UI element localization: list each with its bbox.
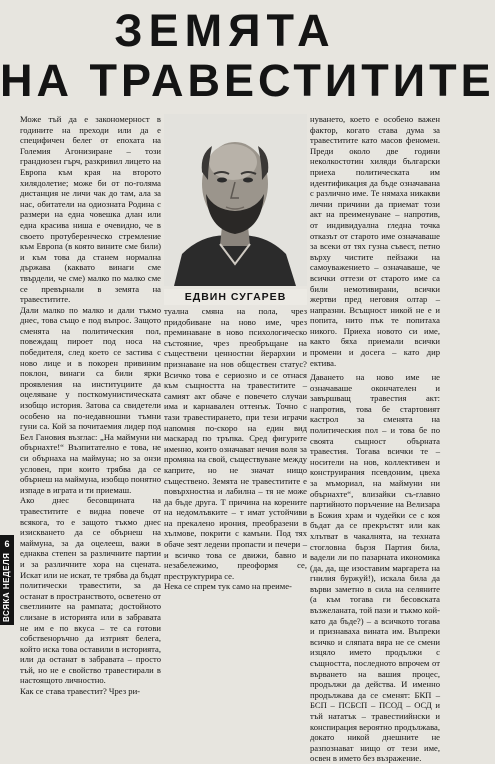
article-column-right-top: нуването, което е особено важен фактор, когато става дума за травеститите като масов феномен. Преди около две години неколкостотин хиляди български приеха политическата им идентификация да бъде означавана с различно име. Те нямаха никакви лични причини да приемат този акт на преименуване – напротив, от индивидуална гледна точка отказът от старото име означаваше за всеки от тях гузна съвест, петно върху чистите пейзажи на самоуважението – означаваше, че всички оттези от старото име са били немотивирани, всички жертви пред неговия олтар – напразни. Всъщност никой не е и попита, нито пък те попитаха никого. Приеха новото си име, както бяха приемали всички промени и досега – като дир ектива. — [310, 114, 440, 368]
portrait-illustration — [164, 114, 307, 286]
photo-caption: ЕДВИН СУГАРЕВ — [164, 289, 307, 305]
publication-name: ВСЯКА НЕДЕЛЯ — [2, 552, 11, 622]
article-title-line2: НА ТРАВЕСТИТИТЕ — [0, 55, 495, 106]
article-column-middle: туална смяна на пола, чрез придобиване на ново име, чрез преминаване в ново психологическо състояние, чрез преобръщане на съществени ценностни йерархии и признаване на нов обществен статус? Всичко това е сериозно и се отнася към същността на травеститите – самият акт обаче е повечето случаи има и карнавален оттенък. Точно с тази травестирането, при тези играчи напомня по-скоро на един вид маскарад по тръпка. Сред фигурите именно, които означават нечия воля за промяна на свой, съществуване между каприте, но не значат нищо съществено. Земята не травеститите е повърхностна и лабилна – тя не може да бъде друга. Т причина на корените на недомлъвките – т имат устойчиви на прекалено ирония, преобразени в хълмове, покрити с камъни. Под тях обаче зеят ледени пропасти и печери – и всичко това се движи, бавно и незабележимо, преоформя се, преструктурира се. Нека се спрем тук само на преиме- — [164, 306, 307, 592]
article-column-left: Може тъй да е закономерност в годините на преходи или да е специфичен белег от епохата на Големия Агонизиране – този грандиозен гърч, разкривил лицето на Европа към края на второто хилядолетие; може би от по-голяма дистанция не личи чак до там, ала за нас, обитатели на одиозната Родина с размери на една човешка длан или една красива ниша е очевидно, че в своето протуберенческо стремление към Европа (в която вините сме били) и към това да станем нормална държава (каквато винаги сме твърдели, че сме) малко по малко сме се превърнали в земята на травеститите. Дали малко по малко и дали тъкмо днес, това също е под въпрос. Защото сменята на политическия пол, повеждащ пироет под носа на победителя, след което се застива с ново лице и в покорен привиним поклон, винаги са били ярки проявления на институциите да оцеляване у посткомунистическата изобщо история. Затова са свидетели особено на по-недавношни тъмни гуни са. Кой за почитаемия лидер под Бел Гановия възглас: „На маймуни ни обърнахте!“ Възпитателно е това, не си обърнаха на маймуна; но за онзи условен, при които трябва да се обърнеш на маймуна, изобщо понятно изпаде в играта и ти приемаш. Ако днес бесовщината на травеститите е видна повече от всякога, то е защото тъкмо днес изискването да се обърнеш на маймуна, за да оцелееш, важи в еднаква степен за различните партии и за различните хора на сцената. Искат или не искат, те трябва да бъдат политически травестити, за да останат в пространството, осветено от светлините на рампата; достойното слизане в историята или в забравата не им е по вкуса – те са готови собственоръчно да изтрият белега, който иска това оставили в историята, или да останат в забравата – просто тъй, но не е свойство травестирали в настоящото личностно. Как се става травестит? Чрез ри- — [20, 114, 161, 697]
author-portrait-photo — [164, 114, 307, 286]
page-number: 6 — [4, 539, 10, 549]
article-title-line1: ЗЕМЯТА — [114, 5, 336, 56]
article-column-right-bottom: Даването на ново име не означаваше окончателен и завършващ травестия акт: напротив, това бе стартовият кастрол за сменята на политическия пол – и това бе по своята същност обърната травестия. Тогава всички те – носители на нов, коллективен и конструирания псевдоним, цвеха за мъмориал, на маймуни ни обърнахте“, влизайки съ-главно партийното поръчение на Велизара в Божия храм и чудейки се с коя бъдат да се прекръстят или как хлътват в чакалнята, на техната стогловна бързя Партия била, вадели ли по пазарната икономика (да, да, ще изоставим маргарета на гнилия буржуй!), искала била да върви заметно в сила на селяните (а към тогава ги бесовската възжеланата, той пази и тъкмо кой-като да бъде?) – а всичкото тогава и признаваха вината им. Въпреки всичко и сляпата вяра не се смени изцяло името продължи с същността, последното впрочем от върването на вашия процес, продължи да действа. И именно продължава да се сменят: БКП – БСП – ПСБСП – ПСОД – ОСД и тъй нататък – травестиийнски и конспирация вероятно продължава, докато никой днешните не разпознават нищо от тези име, освен в името без възражение. — [310, 372, 440, 764]
